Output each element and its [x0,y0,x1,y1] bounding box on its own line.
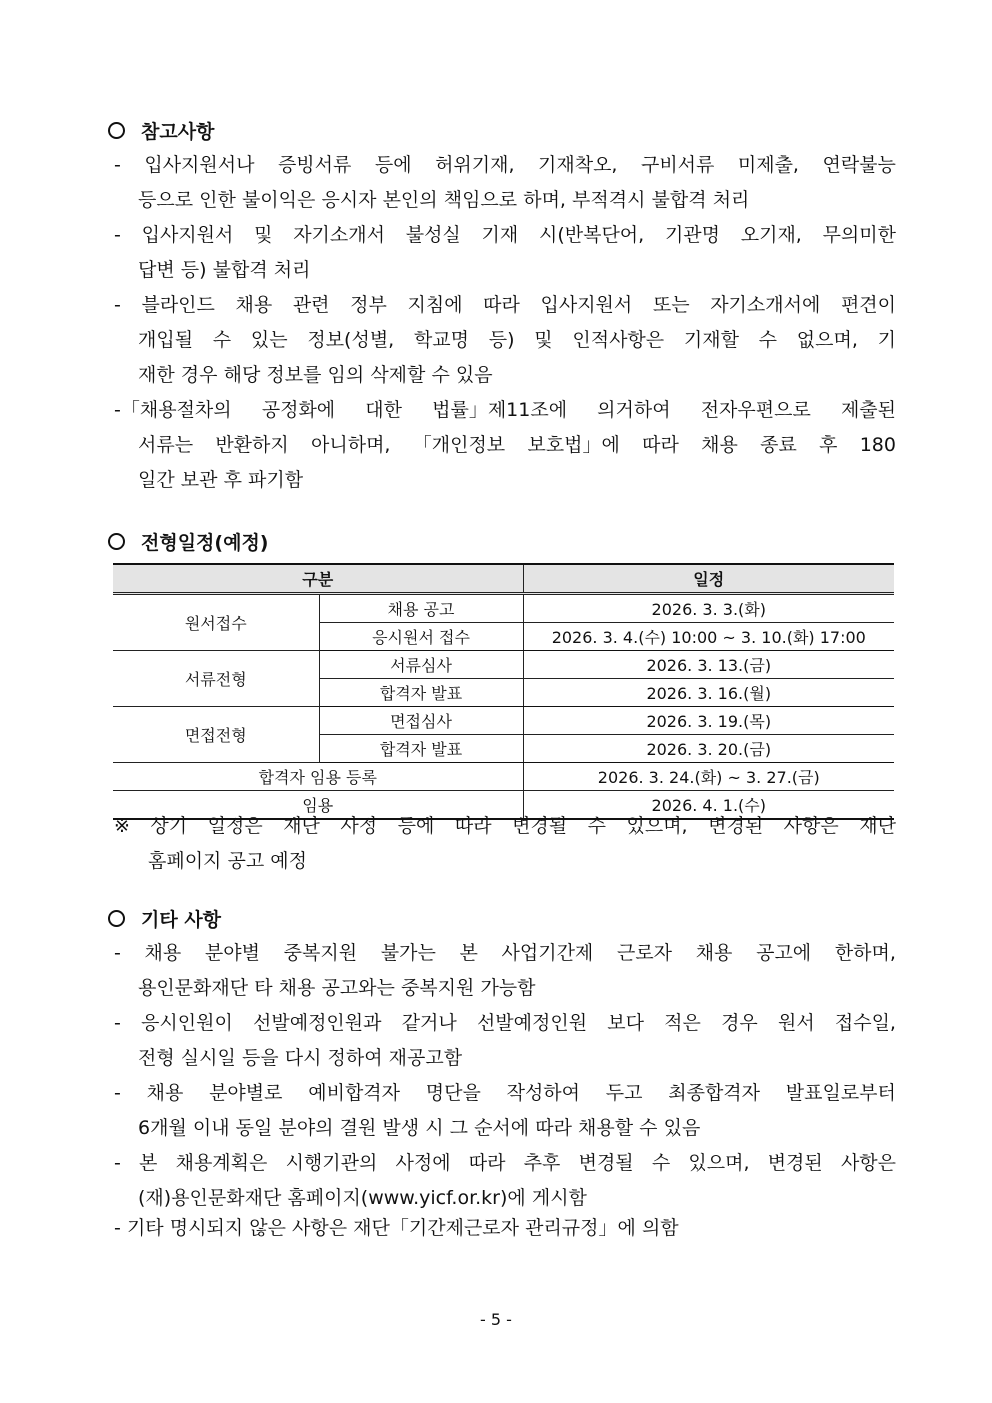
circle-bullet-icon [108,533,125,550]
word: 접수일, [834,1012,896,1034]
word: 자기소개서에 [710,294,821,316]
word: 분야별로 [209,1082,283,1104]
word: 두고 [605,1082,643,1104]
word: 본 [459,942,478,964]
sub-cell: 채용 공고 [319,594,523,623]
list-item-line [114,253,896,288]
word: 수 [212,329,232,351]
list-item [114,1211,896,1246]
word: 사항은 [292,1217,348,1239]
word: 따라 [468,1152,506,1174]
word: 있는 [250,329,288,351]
word: 불가는 [380,942,436,964]
list-item-line [114,936,896,971]
word: 등으로 [138,189,194,211]
section-title: 전형일정(예정) [141,532,269,554]
word: 사정 [340,815,378,837]
list-item-line [114,288,896,323]
list-item-line [114,148,896,183]
section-heading-other [108,905,221,932]
date-cell: 2026. 3. 3.(화) [523,594,894,623]
date-cell: 2026. 3. 24.(화) ~ 3. 27.(금) [523,763,894,791]
word: (재)용인문화재단 [138,1187,282,1209]
word: 중복지원 [400,977,475,999]
word: 수 [431,364,450,386]
word: 이내 [192,1117,230,1139]
word: 동일 [235,1117,273,1139]
word: 정보를 [266,364,322,386]
word: 명단을 [425,1082,481,1104]
word: 작성하여 [506,1082,581,1104]
date-cell: 2026. 4. 1.(수) [523,791,894,820]
word: 않은 [249,1217,286,1239]
word: 본인의 [382,189,438,211]
word: 제출된 [840,399,896,421]
section-heading-reference [108,117,214,144]
word: 후 [223,469,242,491]
word: 기 [877,329,896,351]
word: 등에 [397,815,435,837]
word: 선발예정인원 [476,1012,588,1034]
list-item-line [114,393,896,428]
word: 미제출, [737,154,799,176]
list-item-line [114,218,896,253]
word: 오기재, [740,224,802,246]
word: - [114,942,121,964]
word: 불합격 [651,189,707,211]
list-item-line [114,1041,896,1076]
word: 발표일로부터 [785,1082,896,1104]
word: 재공고함 [388,1047,463,1069]
word: - [114,1152,121,1174]
word: 있으며, [688,1152,750,1174]
schedule-table [113,563,894,820]
word: 그 [449,1117,468,1139]
word: 공정화에 [261,399,336,421]
word: 불합격 [212,259,268,281]
word: 예정 [270,850,308,872]
word: 편견이 [840,294,896,316]
list-item [114,936,896,1006]
group-cell: 면접전형 [113,707,319,763]
word: 수 [587,815,606,837]
word: 정하여 [327,1047,383,1069]
word: 원서 [777,1012,815,1034]
list-item [114,288,896,393]
word: -「채용절차의 [114,399,232,421]
word: 답변 [138,259,175,281]
word: 사항은 [783,815,839,837]
sub-cell: 합격자 발표 [319,735,523,763]
word: 사항은 [840,1152,896,1174]
full-cell: 임용 [113,791,523,820]
word: 시행기관의 [285,1152,378,1174]
word: 자기소개서 [293,224,385,246]
word: 보관 [180,469,218,491]
word: 180 [859,434,896,456]
word: 수 [639,1117,658,1139]
word: 변경된 [708,815,764,837]
word: 홈페이지 [148,850,222,872]
word: 6개월 [138,1117,187,1139]
word: 결원 [339,1117,377,1139]
word: 상기 [150,815,188,837]
word: 의함 [641,1217,679,1239]
word: 명시되지 [169,1217,244,1239]
list-item [114,148,896,218]
word: 반환하지 [215,434,289,456]
section-title: 참고사항 [141,121,215,143]
word: 있으며, [626,815,688,837]
word: 재단「기간제근로자 [353,1217,520,1239]
word: 공고에 [756,942,812,964]
list-item-line [114,463,896,498]
word: 순서에 [474,1117,530,1139]
word: 처리 [712,189,750,211]
word: 서류는 [138,434,194,456]
word: 및 [254,224,273,246]
word: 수 [651,1152,671,1174]
group-cell: 서류전형 [113,651,319,707]
word: 증빙서류 [277,154,352,176]
word: 시 [425,1117,444,1139]
word: 파기함 [248,469,304,491]
word: 인한 [199,189,236,211]
word: 임의 [327,364,365,386]
word: 변경될 [578,1152,634,1174]
list-item-line [114,323,896,358]
word: 재단 [283,815,320,837]
word: 블라인드 [141,294,215,316]
table-row [113,651,894,679]
word: 분야의 [278,1117,334,1139]
word: 등에 [374,154,412,176]
sub-cell: 면접심사 [319,707,523,735]
word: 불이익은 [241,189,316,211]
date-cell: 2026. 3. 20.(금) [523,735,894,763]
list-item [114,1076,896,1146]
word: 한하며, [834,942,896,964]
word: 있음 [663,1117,701,1139]
word: 전자우편으로 [700,399,811,421]
word: 법률」제11조에 [432,399,568,421]
group-cell: 원서접수 [113,594,319,651]
sub-cell: 응시원서 접수 [319,623,523,651]
word: 입사지원서 [540,294,633,316]
word: 연락불능 [822,154,896,176]
word: 공고와는 [321,977,395,999]
word: 채용 [695,942,733,964]
word: 정부 [350,294,387,316]
word: 채용 [146,1082,184,1104]
word: 분야별 [204,942,260,964]
page-number: - 5 - [480,1310,512,1329]
word: 있음 [455,364,493,386]
word: 채용 [278,977,316,999]
word: 게시함 [531,1187,587,1209]
word: 의거하여 [597,399,671,421]
word: - [114,1217,121,1239]
word: 수 [758,329,778,351]
note-line [114,847,896,882]
word: 해당 [223,364,261,386]
word: 삭제할 [370,364,426,386]
word: ※ [114,815,130,837]
word: 인적사항은 [572,329,665,351]
word: 등) [488,329,515,351]
table-row [113,763,894,791]
header-date: 일정 [523,564,894,594]
word: 후 [819,434,838,456]
word: - [114,154,121,176]
word: 입사지원서나 [144,154,255,176]
word: 시(반복단어, [538,224,645,246]
word: 부적격시 [572,189,646,211]
word: 적은 [664,1012,701,1034]
word: 본 [139,1152,158,1174]
word: 학교명 [413,329,470,351]
list-item-line [114,358,896,393]
word: 등을 [241,1047,279,1069]
circle-bullet-icon [108,122,125,139]
word: 등) [180,259,207,281]
word: 변경된 [767,1152,823,1174]
date-cell: 2026. 3. 13.(금) [523,651,894,679]
word: 가능함 [480,977,536,999]
word: 중복지원 [283,942,358,964]
word: 기관명 [664,224,720,246]
word: 채용할 [578,1117,634,1139]
list-item-line [114,971,896,1006]
word: 허위기재, [435,154,515,176]
word: 응시자 [321,189,377,211]
list-item-line [114,428,896,463]
word: 개입될 [138,329,194,351]
table-row [113,594,894,623]
word: 선발예정인원과 [253,1012,382,1034]
word: 하며, [523,189,566,211]
word: 홈페이지(www.yicf.or.kr)에 [287,1187,526,1209]
word: 관리규정」에 [525,1217,636,1239]
word: 따라 [454,815,492,837]
list-item-line [114,1076,896,1111]
word: 재단 [859,815,896,837]
word: 따라 [535,1117,572,1139]
word: 종료 [760,434,797,456]
word: 경우 [721,1012,758,1034]
word: - [114,1082,121,1104]
word: 채용 [144,942,182,964]
list-item [114,393,896,498]
list-item-line [114,1146,896,1181]
word: 발생 [382,1117,420,1139]
full-cell: 합격자 임용 등록 [113,763,523,791]
word: 관련 [292,294,330,316]
word: 일간 [138,469,175,491]
table-row [113,707,894,735]
word: 경우 [180,364,218,386]
word: 처리 [273,259,311,281]
word: 사정에 [395,1152,451,1174]
note-line [114,812,896,847]
word: 기타 [126,1217,164,1239]
word: 예비합격자 [308,1082,401,1104]
word: - [114,294,121,316]
schedule-note [114,812,896,882]
word: 따라 [483,294,520,316]
section-title: 기타 사항 [141,909,222,931]
word: 기재할 [683,329,739,351]
word: 입사지원서 [141,224,234,246]
word: 채용계획은 [175,1152,268,1174]
word: 구비서류 [640,154,715,176]
date-cell: 2026. 3. 19.(목) [523,707,894,735]
word: 없으며, [796,329,858,351]
word: - [114,224,121,246]
word: 근로자 [616,942,673,964]
word: 일정은 [207,815,263,837]
header-category: 구분 [113,564,523,594]
list-item [114,218,896,288]
word: 채용 [235,294,273,316]
word: 정보(성별, [307,329,395,351]
word: 무의미한 [822,224,896,246]
word: 책임으로 [443,189,518,211]
word: - [114,1012,121,1034]
word: 최종합격자 [668,1082,761,1104]
section-heading-schedule [108,528,269,555]
list-item-line [114,1006,896,1041]
word: 변경될 [512,815,568,837]
word: 재한 [138,364,175,386]
list-item [114,1146,896,1216]
word: 용인문화재단 [138,977,249,999]
sub-cell: 서류심사 [319,651,523,679]
word: 불성실 [405,224,461,246]
word: 「개인정보 [412,434,506,456]
word: 아니하며, [311,434,391,456]
word: 보다 [607,1012,644,1034]
word: 및 [534,329,553,351]
word: 또는 [652,294,690,316]
word: 응시인원이 [141,1012,233,1034]
word: 사업기간제 [501,942,594,964]
date-cell: 2026. 3. 4.(수) 10:00 ~ 3. 10.(화) 17:00 [523,623,894,651]
word: 추후 [523,1152,561,1174]
word: 타 [254,977,273,999]
word: 공고 [227,850,265,872]
word: 실시일 [180,1047,236,1069]
word: 기재 [481,224,519,246]
list-item [114,1006,896,1076]
word: 따라 [642,434,679,456]
word: 기재착오, [538,154,618,176]
list-item-line [114,1111,896,1146]
sub-cell: 합격자 발표 [319,679,523,707]
list-item-line [114,183,896,218]
list-item-line [114,1211,896,1246]
word: 보호법」에 [527,434,620,456]
word: 전형 [138,1047,175,1069]
table-header-row [113,564,894,594]
word: 채용 [701,434,738,456]
word: 같거나 [401,1012,457,1034]
circle-bullet-icon [108,910,125,927]
word: 다시 [284,1047,322,1069]
word: 지침에 [407,294,463,316]
word: 대한 [365,399,402,421]
date-cell: 2026. 3. 16.(월) [523,679,894,707]
